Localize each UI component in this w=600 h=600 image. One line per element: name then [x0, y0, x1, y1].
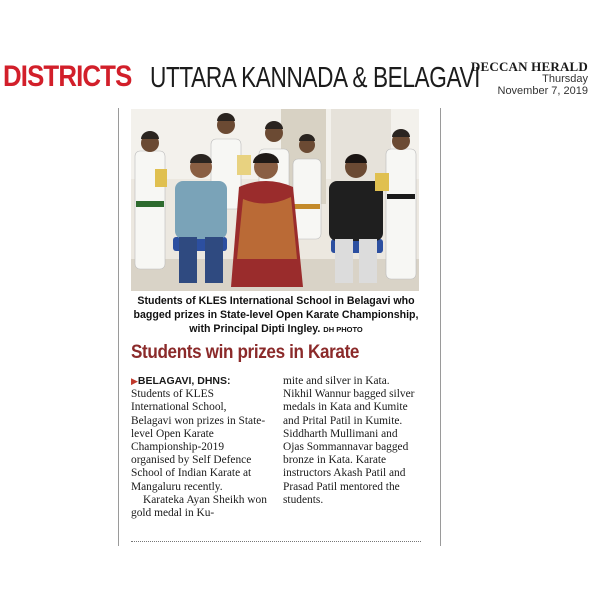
newspaper-name: DECCAN HERALD — [470, 59, 588, 74]
photo-credit: DH PHOTO — [323, 325, 363, 334]
group-photo — [131, 109, 419, 291]
publication-date: November 7, 2019 — [497, 85, 588, 97]
section-title: DISTRICTS — [3, 60, 132, 93]
article-column-1 — [131, 375, 269, 520]
masthead — [0, 58, 600, 104]
continued-text: mite and silver in Kata. Nikhil Wannur bagged silver medals in Kata and Kumite and Prital Patil in Kumite. Siddharth Mullimani and Ojas Sommannavar bagged bronze in Kata. Karate instructors Akash Patil and Prasad Patil mentored the students. — [283, 375, 415, 506]
dateline: BELAGAVI, DHNS: — [137, 375, 231, 387]
bottom-rule — [131, 541, 421, 542]
second-paragraph: Karateka Ayan Sheikh won gold medal in Ku- — [131, 493, 267, 520]
group-photo-illustration — [131, 109, 419, 291]
photo-caption — [131, 294, 421, 337]
region-title: UTTARA KANNADA & BELAGAVI — [150, 62, 481, 94]
lead-paragraph — [131, 375, 269, 494]
clipping-border-left — [118, 108, 119, 546]
lead-text: Students of KLES International School, Belagavi won prizes in State-level Open Karate Championship-2019 organised by Self Defence School of Indian Karate at Mangaluru recently. — [131, 388, 266, 493]
clipping-border-right — [440, 108, 441, 546]
article-column-2 — [283, 375, 421, 507]
publication-day: Thursday — [542, 73, 588, 85]
dateline-bullet-icon: ▶ — [131, 376, 138, 386]
article-headline: Students win prizes in Karate — [131, 342, 360, 363]
caption-text: Students of KLES International School in Belagavi who bagged prizes in State-level Open Karate Championship, with Principal Dipti Ingley. — [133, 295, 419, 335]
newspaper-info — [471, 61, 588, 97]
